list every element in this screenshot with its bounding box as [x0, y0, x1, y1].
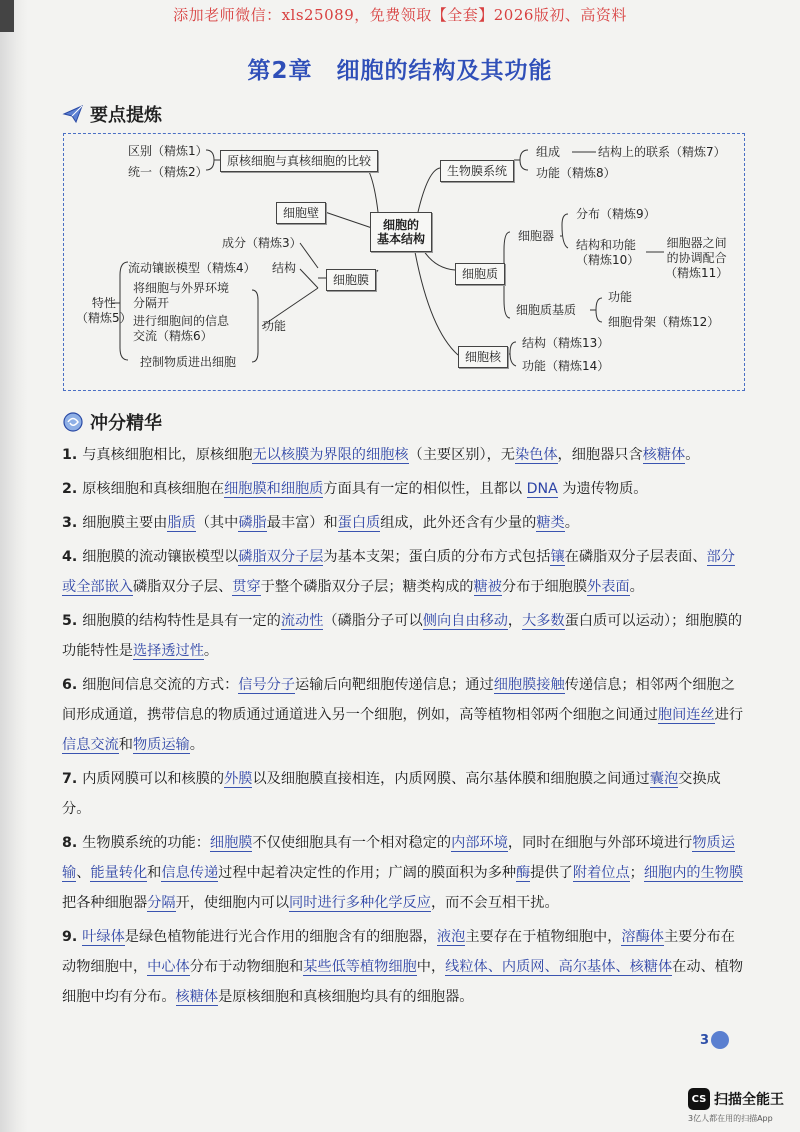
box-biomembrane: 生物膜系统	[440, 160, 514, 182]
key-term: 叶绿体	[82, 929, 125, 945]
highlight-item	[62, 670, 746, 760]
item-number: 9.	[62, 929, 83, 945]
highlights-list	[62, 440, 746, 1016]
key-term: 胞间连丝	[657, 707, 715, 723]
section-title: 冲分精华	[90, 413, 162, 434]
node-jiegou: 结构	[272, 261, 297, 275]
key-term: 流动性	[280, 613, 324, 629]
node-jiegou-lianxi: 结构上的联系（精炼7）	[598, 145, 726, 159]
item-text: 内质网膜可以和核膜的	[82, 771, 225, 787]
key-term: 溶酶体	[621, 929, 664, 945]
node-liudong: 流动镶嵌模型（精炼4）	[128, 261, 256, 275]
item-text: 分布于动物细胞和	[189, 959, 304, 975]
section-title: 要点提炼	[90, 105, 162, 126]
key-term: 某些低等植物细胞	[303, 959, 417, 975]
box-compare: 原核细胞与真核细胞的比较	[220, 150, 378, 172]
item-text: 提供了	[530, 865, 573, 881]
key-term: 中心体	[147, 959, 190, 975]
section-key-points	[62, 101, 162, 127]
key-term: 脂质	[167, 515, 196, 531]
item-text: （其中	[195, 515, 239, 531]
node-kongzhi: 控制物质进出细胞	[140, 355, 237, 369]
paper-plane-icon	[62, 103, 84, 125]
node-chengfen: 成分（精炼3）	[222, 236, 302, 250]
item-text: 细胞膜主要由	[82, 515, 168, 531]
item-text: 生物膜系统的功能：	[82, 835, 210, 851]
item-text: 以及细胞膜直接相连，内质网膜、高尔基体膜和细胞膜之间通过	[252, 771, 650, 787]
node-fenge: 将细胞与外界环境 分隔开	[133, 281, 230, 310]
key-term: 信息交流	[62, 737, 119, 753]
node-xietiao: 细胞器之间 的协调配合 （精炼11）	[665, 236, 729, 280]
item-text: 为基本支架；蛋白质的分布方式包括	[323, 549, 551, 565]
highlight-item	[62, 440, 746, 470]
key-term: 分隔	[147, 895, 176, 911]
item-text: ；	[629, 865, 644, 881]
key-term: 糖被	[473, 579, 502, 595]
item-text: 开，使细胞内可以	[175, 895, 290, 911]
highlight-item	[62, 474, 746, 504]
box-cytoplasm: 细胞质	[455, 263, 505, 285]
node-jiegou-gongneng: 结构和功能 （精炼10）	[576, 238, 640, 267]
key-term: 染色体	[514, 447, 558, 463]
item-text: 把各种细胞器	[62, 895, 148, 911]
item-text: 组成，此外还含有少量的	[380, 515, 537, 531]
page-badge-icon	[711, 1031, 729, 1049]
key-term: 能量转化	[90, 865, 148, 881]
item-text: 。	[203, 643, 219, 659]
key-term: 线粒体、内质网、高尔基体、核糖体	[445, 959, 673, 975]
item-number: 7.	[62, 771, 83, 787]
highlight-item	[62, 828, 746, 918]
key-term: 内部环境	[451, 835, 508, 851]
item-text: 是原核细胞和真核细胞均具有的细胞器。	[218, 989, 474, 1005]
key-term: 糖类	[536, 515, 565, 531]
item-text: ，同时在细胞与外部环境进行	[507, 835, 693, 851]
node-xinxi: 进行细胞间的信息 交流（精炼6）	[133, 314, 230, 343]
box-cell-wall: 细胞壁	[276, 202, 326, 224]
item-text: 是绿色植物能进行光合作用的细胞含有的细胞器，	[124, 929, 437, 945]
node-texing: 特性 （精炼5）	[76, 296, 132, 325]
section-highlights	[62, 409, 162, 435]
scanner-name: 扫描全能王	[714, 1092, 784, 1108]
key-term: 核糖体	[175, 989, 219, 1005]
node-tongyi: 统一（精炼2）	[128, 165, 208, 179]
item-number: 5.	[62, 613, 83, 629]
node-gujia: 细胞骨架（精炼12）	[608, 315, 720, 329]
item-text: 为遗传物质。	[557, 481, 648, 497]
key-term: 磷脂双分子层	[238, 549, 324, 565]
key-term: 液泡	[436, 929, 466, 945]
item-text: 主要存在于植物细胞中，	[465, 929, 622, 945]
node-fenbu: 分布（精炼9）	[576, 207, 656, 221]
item-text: 进行	[714, 707, 744, 723]
key-term: 蛋白质	[337, 515, 381, 531]
key-term: 同时进行多种化学反应	[289, 895, 431, 911]
node-organelle: 细胞器	[518, 229, 555, 243]
key-term: 附着位点	[572, 865, 630, 881]
page-number-text: 3	[700, 1032, 710, 1048]
box-membrane: 细胞膜	[326, 269, 376, 291]
item-text: ，	[507, 613, 523, 629]
key-term: 信号分子	[238, 677, 296, 693]
node-gongneng8: 功能（精炼8）	[536, 166, 616, 180]
highlight-item	[62, 508, 746, 538]
key-term: 细胞膜	[209, 835, 253, 851]
item-text: 细胞膜的流动镶嵌模型以	[82, 549, 239, 565]
scanner-logo: CS	[688, 1088, 710, 1110]
item-number: 2.	[62, 481, 83, 497]
item-text: 主要分布在动物细胞中，	[62, 929, 735, 975]
item-text: 细胞间信息交流的方式：	[82, 677, 239, 693]
key-term: 侧向自由移动	[422, 613, 508, 629]
item-text: 。	[629, 579, 644, 595]
key-term: 核糖体	[642, 447, 686, 463]
key-term: 镶	[550, 549, 565, 565]
item-text: ，而不会互相干扰。	[430, 895, 559, 911]
page-number	[700, 1031, 729, 1049]
node-gongneng14: 功能（精炼14）	[522, 359, 610, 373]
item-text: 在动、植物细胞中均有分布。	[62, 959, 744, 1005]
highlight-item	[62, 764, 746, 824]
key-term: 酶	[516, 865, 531, 881]
item-text: 不仅使细胞具有一个相对稳定的	[252, 835, 452, 851]
item-text: 传递信息；相邻两个细胞之间形成通道，携带信息的物质通过通道进入另一个细胞，例如，高等植物相邻两个细胞之间通过	[62, 677, 735, 723]
binding-stripe	[0, 0, 28, 1132]
node-zucheng: 组成	[536, 145, 561, 159]
node-matrix: 细胞质基质	[516, 303, 577, 317]
key-term: 物质运输	[132, 737, 190, 753]
item-number: 1.	[62, 447, 83, 463]
item-text: 中，	[416, 959, 446, 975]
item-text: 。	[564, 515, 579, 531]
item-text: 方面具有一定的相似性，且都以	[323, 481, 527, 497]
item-text: ，细胞器只含	[557, 447, 643, 463]
item-text: 运输后向靶细胞传递信息；通过	[295, 677, 494, 693]
item-text: 最丰富）和	[266, 515, 338, 531]
key-term: 部分或全部嵌入	[62, 549, 735, 595]
key-term: 外表面	[587, 579, 630, 595]
watermark-text: 添加老师微信：xls25089，免费领取【全套】2026版初、高资料	[173, 6, 627, 24]
item-text: 蛋白质可以运动）；细胞膜的功能特性是	[62, 613, 743, 659]
box-nucleus: 细胞核	[458, 346, 508, 368]
key-term: 外膜	[224, 771, 253, 787]
swirl-icon	[62, 411, 84, 433]
node-gongneng-matrix: 功能	[608, 290, 633, 304]
item-text: 。	[189, 737, 204, 753]
item-text: 细胞膜的结构特性是具有一定的	[82, 613, 281, 629]
scanner-badge	[688, 1088, 784, 1110]
item-text: 和	[118, 737, 133, 753]
item-text: 与真核细胞相比，原核细胞	[82, 447, 253, 463]
item-text: （主要区别），无	[408, 447, 515, 463]
highlight-item	[62, 922, 746, 1012]
item-text: 、	[76, 865, 91, 881]
scanner-tagline: 3亿人都在用的扫描App	[688, 1114, 773, 1123]
item-text: 在磷脂双分子层表面、	[564, 549, 707, 565]
item-number: 6.	[62, 677, 83, 693]
key-term: 物质运输	[62, 835, 735, 881]
item-text: 交换成分。	[62, 771, 721, 817]
item-text: 于整个磷脂双分子层；糖类构成的	[260, 579, 474, 595]
key-term: 大多数	[522, 613, 565, 629]
item-number: 3.	[62, 515, 83, 531]
key-term: 贯穿	[232, 579, 261, 595]
key-term: 细胞膜接触	[493, 677, 565, 693]
item-text: （磷脂分子可以	[323, 613, 423, 629]
key-term: 囊泡	[649, 771, 679, 787]
node-gongneng: 功能	[262, 319, 287, 333]
key-term: 信息传递	[161, 865, 219, 881]
key-term: 细胞膜和细胞质	[224, 481, 324, 497]
box-center: 细胞的 基本结构	[370, 212, 432, 252]
item-text: 。	[685, 447, 700, 463]
key-term: 磷脂	[238, 515, 267, 531]
item-text: 过程中起着决定性的作用；广阔的膜面积为多种	[218, 865, 517, 881]
item-text: 原核细胞和真核细胞在	[82, 481, 225, 497]
node-qubie: 区别（精炼1）	[128, 144, 208, 158]
item-text: 磷脂双分子层、	[132, 579, 233, 595]
key-term: 无以核膜为界限的细胞核	[252, 447, 409, 463]
key-term: DNA	[526, 481, 558, 497]
highlight-item	[62, 606, 746, 666]
item-number: 8.	[62, 835, 83, 851]
highlight-item	[62, 542, 746, 602]
node-jiegou13: 结构（精炼13）	[522, 336, 610, 350]
key-term: 细胞内的生物膜	[643, 865, 744, 881]
key-term: 选择透过性	[132, 643, 204, 659]
item-number: 4.	[62, 549, 83, 565]
item-text: 和	[147, 865, 162, 881]
item-text: 分布于细胞膜	[501, 579, 588, 595]
chapter-title: 第2章 细胞的结构及其功能	[247, 58, 553, 84]
